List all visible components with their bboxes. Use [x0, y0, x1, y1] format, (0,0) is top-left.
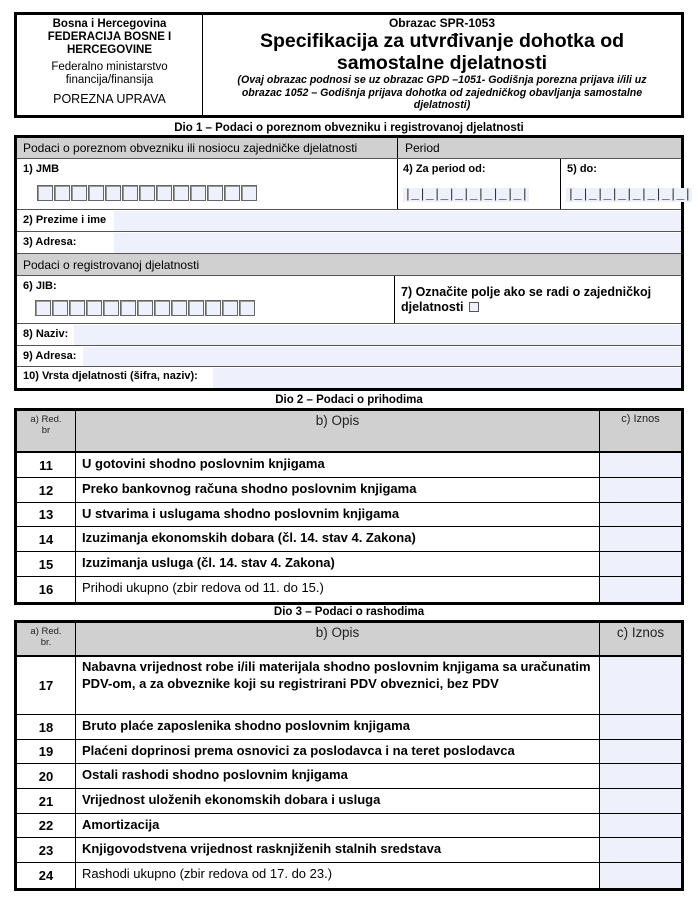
joint-activity-checkbox[interactable] [469, 302, 479, 312]
row-description: Nabavna vrijednost robe i/ili materijala shodno poslovnim knjigama sa uračunatim PDV-om, a za obveznike koji su registrirani PDV obveznici, bez PDV [76, 657, 600, 714]
digit-box[interactable] [241, 185, 257, 201]
row-number: 17 [17, 657, 76, 714]
col-row-number-line2: br. [40, 637, 52, 648]
activity-label: 10) Vrsta djelatnosti (šifra, naziv): [23, 370, 198, 382]
part3-title: Dio 3 – Podaci o rashodima [273, 606, 425, 618]
row-description: Izuzimanja ekonomskih dobara (čl. 14. stav 4. Zakona) [76, 527, 600, 551]
digit-box[interactable] [173, 185, 189, 201]
row-description: Preko bankovnog računa shodno poslovnim knjigama [76, 478, 600, 502]
digit-box[interactable] [205, 300, 221, 316]
digit-box[interactable] [224, 185, 240, 201]
ministry-name: Federalno ministarstvo financija/finansija [51, 61, 168, 86]
row-number: 19 [17, 740, 76, 763]
table-row [17, 657, 681, 715]
income-table-body [17, 453, 681, 602]
amount-input[interactable] [600, 577, 681, 602]
row-description: Izuzimanja usluga (čl. 14. stav 4. Zakona) [76, 552, 600, 576]
digit-box[interactable] [190, 185, 206, 201]
period-from-input[interactable]: |_|_|_|_|_|_|_|_| [404, 187, 529, 202]
col-amount: c) Iznos [616, 625, 665, 640]
table-row [17, 789, 681, 814]
row-description: Ostali rashodi shodno poslovnim knjigama [76, 764, 600, 788]
jmb-period-row [17, 159, 692, 210]
jib-row [17, 276, 681, 324]
amount-input[interactable] [600, 838, 681, 862]
jib-label: 6) JIB: [23, 280, 57, 292]
row-description: Vrijednost uloženih ekonomskih dobara i usluga [76, 789, 600, 813]
surname-row [17, 210, 681, 232]
row-number: 18 [17, 715, 76, 739]
table-row [17, 552, 681, 577]
jmb-label: 1) JMB [23, 163, 60, 175]
address-label: 3) Adresa: [23, 236, 77, 248]
jib-input[interactable] [35, 300, 255, 316]
row-description: Plaćeni doprinosi prema osnovici za poslodavca i na teret poslodavca [76, 740, 600, 763]
digit-box[interactable] [105, 185, 121, 201]
amount-input[interactable] [600, 863, 681, 888]
digit-box[interactable] [88, 185, 104, 201]
col-row-number-line1: a) Red. [30, 414, 62, 425]
row-description: Knjigovodstvena vrijednost rasknjiženih stalnih sredstava [76, 838, 600, 862]
row-description: Rashodi ukupno (zbir redova od 17. do 23.) [76, 863, 600, 888]
table-row [17, 715, 681, 740]
amount-input[interactable] [600, 552, 681, 576]
col-row-number-line1: a) Red. [30, 626, 62, 637]
country-name: Bosna i Hercegovina [52, 18, 167, 30]
row-description: U gotovini shodno poslovnim knjigama [76, 453, 600, 477]
form-title-line1: Specifikacija za utvrđivanje dohotka od [259, 30, 625, 52]
digit-box[interactable] [52, 300, 68, 316]
digit-box[interactable] [120, 300, 136, 316]
col-row-number [17, 411, 76, 451]
row-number: 20 [17, 764, 76, 788]
row-number: 21 [17, 789, 76, 813]
table-row [17, 503, 681, 527]
part1-title: Dio 1 – Podaci o poreznom obvezniku i registrovanoj djelatnosti [174, 122, 524, 134]
form-code: Obrazac SPR-1053 [388, 16, 496, 30]
amount-input[interactable] [600, 764, 681, 788]
title-block [203, 15, 681, 115]
table-row [17, 814, 681, 838]
row-description: Bruto plaće zaposlenika shodno poslovnim knjigama [76, 715, 600, 739]
entity-name: FEDERACIJA BOSNE I HERCEGOVINE [47, 31, 172, 56]
amount-input[interactable] [600, 503, 681, 526]
joint-activity-label-line2: djelatnosti [401, 300, 464, 314]
digit-box[interactable] [103, 300, 119, 316]
digit-box[interactable] [154, 300, 170, 316]
col-row-number [17, 623, 76, 655]
name-label: 8) Naziv: [23, 328, 69, 340]
table-row [17, 453, 681, 478]
jmb-input[interactable] [37, 185, 257, 201]
digit-box[interactable] [239, 300, 255, 316]
table-row [17, 863, 681, 888]
expense-table [14, 620, 684, 891]
digit-box[interactable] [139, 185, 155, 201]
activity-input[interactable] [213, 368, 681, 388]
digit-box[interactable] [54, 185, 70, 201]
table-row [17, 577, 681, 602]
digit-box[interactable] [37, 185, 53, 201]
divider [560, 159, 561, 209]
surname-label: 2) Prezime i ime [23, 214, 107, 226]
registered-header: Podaci o registrovanoj djelatnosti [23, 258, 200, 272]
table-row [17, 478, 681, 503]
expense-table-header [17, 623, 681, 657]
authority-name: POREZNA UPRAVA [53, 92, 166, 106]
taxpayer-header: Podaci o poreznom obvezniku ili nosiocu zajedničke djelatnosti [23, 141, 358, 155]
expense-table-body [17, 657, 681, 888]
form-note-line2: obrazac 1052 – Godišnja prijava dohotka od zajedničkog obavljanja samostalne [241, 86, 643, 99]
digit-box[interactable] [207, 185, 223, 201]
digit-box[interactable] [171, 300, 187, 316]
form-note-line3: djelatnosti) [413, 99, 471, 111]
divider [394, 276, 395, 323]
row-description: U stvarima i uslugama shodno poslovnim knjigama [76, 503, 600, 526]
table-row [17, 527, 681, 552]
amount-input[interactable] [600, 527, 681, 551]
period-to-input[interactable]: |_|_|_|_|_|_|_|_| [567, 187, 692, 202]
period-from-label: 4) Za period od: [403, 163, 486, 175]
address2-row [17, 346, 681, 367]
digit-box[interactable] [69, 300, 85, 316]
address2-label: 9) Adresa: [23, 350, 77, 362]
col-description: b) Opis [76, 623, 600, 655]
joint-activity-field [401, 285, 651, 315]
digit-box[interactable] [156, 185, 172, 201]
taxpayer-header-row [17, 138, 681, 159]
col-description: b) Opis [76, 411, 600, 451]
digit-box[interactable] [137, 300, 153, 316]
amount-input[interactable] [600, 657, 681, 714]
row-number: 24 [17, 863, 76, 888]
digit-box[interactable] [86, 300, 102, 316]
divider [397, 138, 398, 158]
address2-input[interactable] [83, 347, 681, 366]
table-row [17, 740, 681, 764]
row-number: 14 [17, 527, 76, 551]
address-input[interactable] [114, 233, 681, 253]
amount-input[interactable] [600, 453, 681, 477]
part1-section [14, 135, 692, 391]
amount-input[interactable] [600, 740, 681, 763]
row-number: 12 [17, 478, 76, 502]
surname-input[interactable] [114, 211, 681, 231]
name-row [17, 324, 681, 346]
digit-box[interactable] [222, 300, 238, 316]
row-number: 11 [17, 453, 76, 477]
digit-box[interactable] [71, 185, 87, 201]
divider [397, 159, 398, 209]
col-amount: c) Iznos [621, 413, 660, 425]
row-number: 23 [17, 838, 76, 862]
address-row [17, 232, 681, 254]
row-number: 16 [17, 577, 76, 602]
amount-input[interactable] [600, 715, 681, 739]
form-note-line1: (Ovaj obrazac podnosi se uz obrazac GPD –1051- Godišnja porezna prijava i/ili uz [237, 74, 647, 86]
digit-box[interactable] [122, 185, 138, 201]
amount-input[interactable] [600, 814, 681, 837]
amount-input[interactable] [600, 478, 681, 502]
row-description: Amortizacija [76, 814, 600, 837]
part2-title: Dio 2 – Podaci o prihodima [275, 394, 423, 406]
row-description: Prihodi ukupno (zbir redova od 11. do 15.) [76, 577, 600, 602]
income-table-header [17, 411, 681, 453]
issuer-block [17, 15, 203, 115]
row-number: 13 [17, 503, 76, 526]
form-header [14, 12, 684, 118]
row-number: 22 [17, 814, 76, 837]
joint-activity-line2 [401, 300, 651, 315]
period-header: Period [405, 141, 440, 155]
form-title-line2: samostalne djelatnosti [336, 52, 548, 74]
row-number: 15 [17, 552, 76, 576]
joint-activity-label-line1: 7) Označite polje ako se radi o zajedničkoj [401, 285, 652, 299]
activity-row [17, 367, 681, 388]
table-row [17, 838, 681, 863]
amount-input[interactable] [600, 789, 681, 813]
period-to-label: 5) do: [567, 163, 597, 175]
name-input[interactable] [74, 325, 681, 345]
table-row [17, 764, 681, 789]
digit-box[interactable] [35, 300, 51, 316]
registered-header-row [17, 254, 681, 276]
col-row-number-line2: br [41, 425, 51, 436]
income-table [14, 408, 684, 605]
digit-box[interactable] [188, 300, 204, 316]
